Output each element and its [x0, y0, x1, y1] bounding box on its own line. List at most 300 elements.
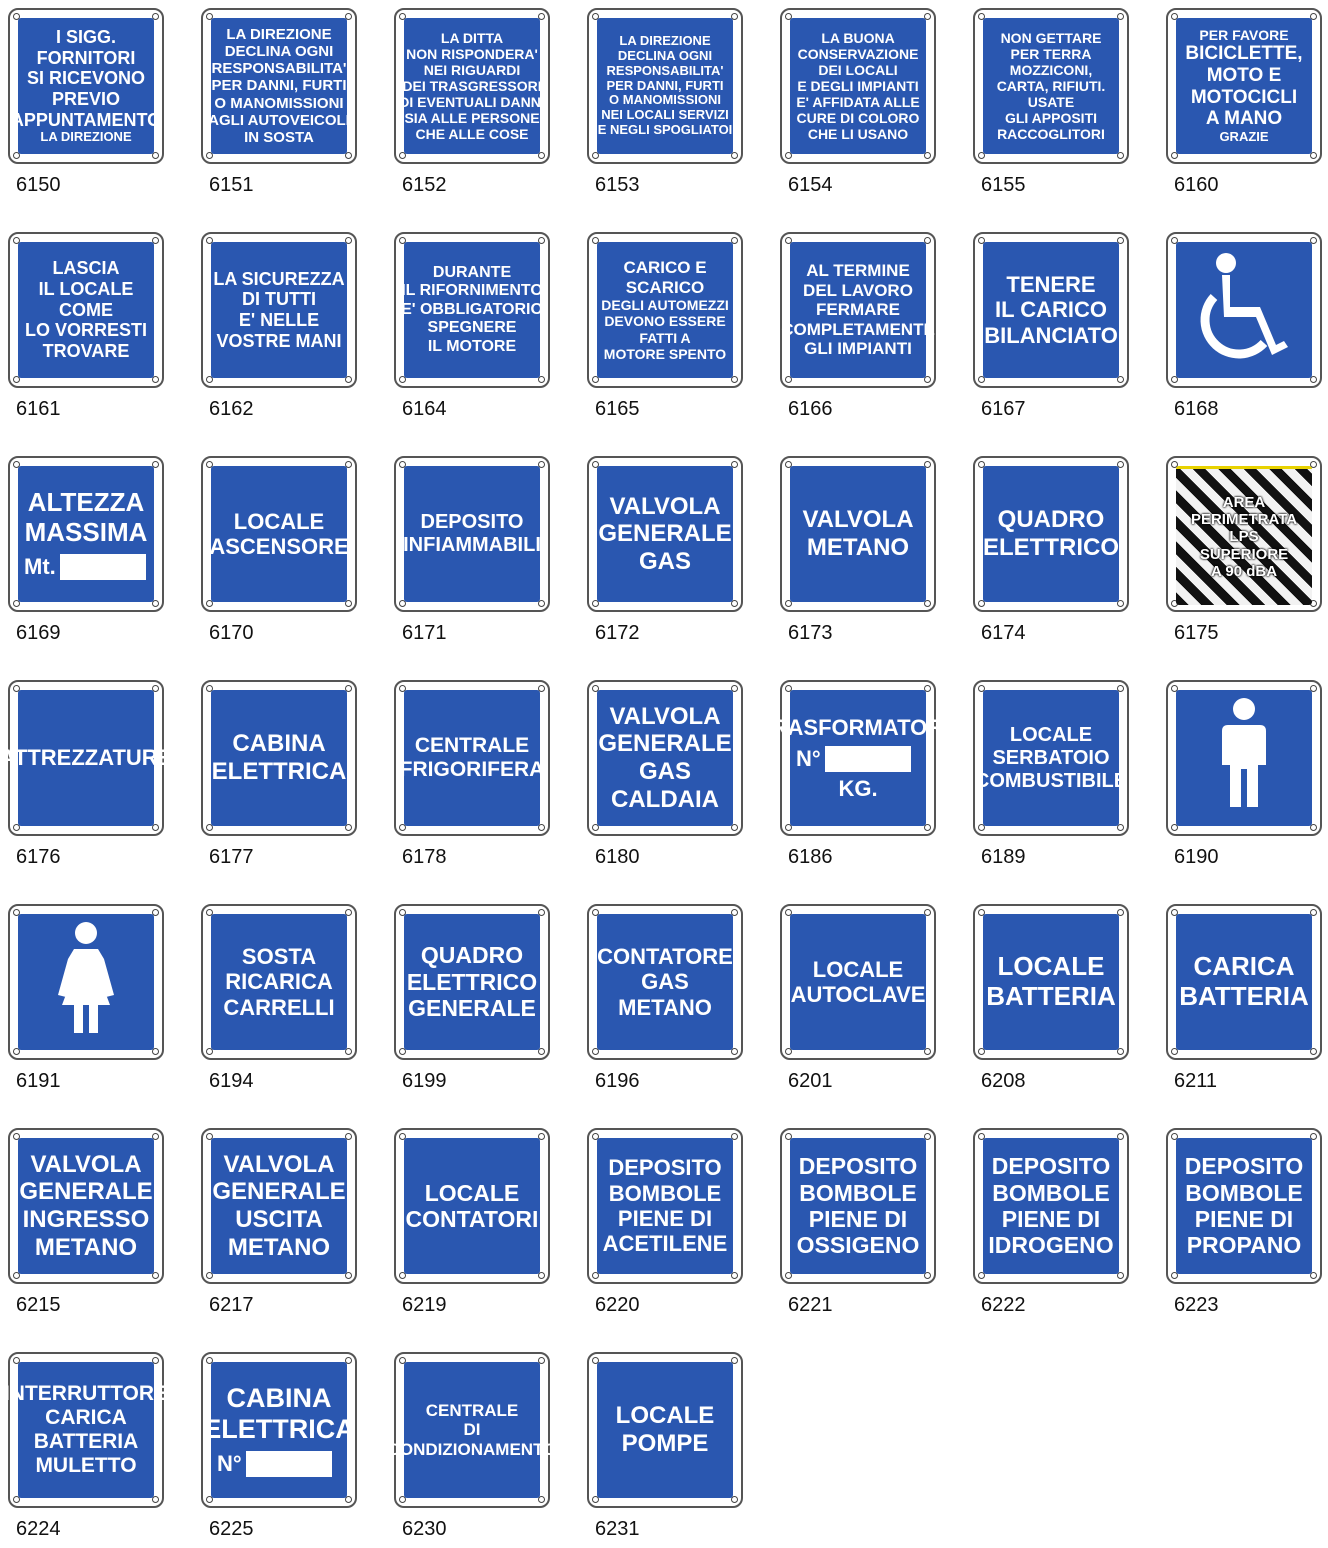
sign-face: [1176, 914, 1312, 1050]
sign-card[interactable]: [1162, 228, 1327, 428]
sign-text-line: COMPLETAMENTE: [781, 319, 935, 339]
sign-plate: [587, 8, 743, 164]
sign-text-line: AL TERMINE: [806, 261, 910, 281]
product-code: 6223: [1174, 1294, 1219, 1316]
sign-text-line: PER DANNI, FURTI: [211, 77, 347, 95]
blank-value-field: [246, 1451, 332, 1477]
product-code: 6177: [209, 846, 254, 868]
sign-text-line: QUADRO: [997, 506, 1105, 534]
sign-text-line: PIENE DI: [1001, 1206, 1101, 1232]
sign-card[interactable]: [969, 676, 1134, 876]
sign-text-line: NON RISPONDERA': [406, 45, 538, 62]
woman-icon: [26, 919, 146, 1044]
sign-text-line: LA DIREZIONE: [619, 32, 711, 48]
product-code: 6208: [981, 1070, 1026, 1092]
sign-text-line: GAS: [641, 969, 689, 995]
sign-face: [404, 914, 540, 1050]
sign-face: [983, 1138, 1119, 1274]
sign-text-line: PREVIO: [51, 88, 121, 109]
sign-text-line: PROPANO: [1186, 1232, 1302, 1259]
product-code: 6155: [981, 174, 1026, 196]
product-code: 6199: [402, 1070, 447, 1092]
sign-card[interactable]: [4, 4, 169, 204]
sign-card[interactable]: [583, 452, 748, 652]
sign-card[interactable]: [969, 4, 1134, 204]
product-code: 6154: [788, 174, 833, 196]
sign-text-line: TRASFORMATORE: [758, 714, 958, 740]
product-code: 6191: [16, 1070, 61, 1092]
product-code: 6173: [788, 622, 833, 644]
sign-text-line: TROVARE: [42, 341, 130, 362]
sign-face: [983, 18, 1119, 154]
sign-plate: [780, 904, 936, 1060]
sign-plate: [201, 904, 357, 1060]
sign-text-line: O MANOMISSIONI: [609, 92, 721, 108]
sign-card[interactable]: [390, 1124, 555, 1324]
sign-face: [758, 690, 958, 826]
sign-face: [3, 1362, 169, 1498]
sign-text-line: CARICA: [45, 1405, 127, 1429]
sign-face: [597, 1138, 733, 1274]
sign-text-line: DI EVENTUALI DANNI: [399, 94, 545, 111]
sign-card[interactable]: [197, 1124, 362, 1324]
sign-text-line: LOCALE: [424, 1179, 520, 1206]
sign-face: [1176, 18, 1312, 154]
sign-text-line: CABINA: [226, 1382, 332, 1413]
sign-plate: [387, 1352, 557, 1508]
sign-face: [211, 690, 347, 826]
sign-plate: [1166, 1128, 1322, 1284]
sign-text-line: FORNITORI: [36, 47, 136, 68]
sign-face: [18, 1138, 154, 1274]
sign-text-line: RICARICA: [225, 969, 333, 995]
sign-plate: [780, 8, 936, 164]
sign-text-line: METANO: [34, 1233, 138, 1261]
sign-face: [597, 914, 733, 1050]
sign-text-line: LOCALE: [812, 956, 904, 982]
sign-card[interactable]: [1162, 452, 1327, 652]
product-code: 6194: [209, 1070, 254, 1092]
sign-text-line: DI TUTTI: [242, 289, 316, 310]
sign-text-line: USATE: [1027, 94, 1075, 111]
sign-text-line: COME: [59, 299, 113, 320]
sign-text-line: MOTO E: [1206, 64, 1282, 86]
sign-face: [1176, 242, 1312, 378]
sign-plate: [394, 456, 550, 612]
sign-text-line: PER FAVORE: [1199, 26, 1289, 43]
sign-text-line: I SIGG.: [55, 26, 116, 47]
sign-text-line: BOMBOLE: [799, 1179, 917, 1206]
sign-text-line: IL CARICO: [994, 297, 1108, 323]
sign-text-line: BATTERIA: [33, 1430, 139, 1453]
product-code: 6180: [595, 846, 640, 868]
sign-text-line: ACETILENE: [602, 1231, 728, 1257]
sign-card[interactable]: [583, 676, 748, 876]
sign-text-line: IDROGENO: [988, 1232, 1114, 1259]
sign-card[interactable]: [390, 4, 555, 204]
sign-text-line: E' OBBLIGATORIO: [401, 300, 543, 318]
sign-plate: [201, 8, 357, 164]
sign-text-line: INFIAMMABILI: [403, 534, 541, 556]
sign-text-line: CABINA: [232, 730, 326, 758]
sign-text-line: CENTRALE: [414, 733, 530, 757]
product-code: 6219: [402, 1294, 447, 1316]
sign-card[interactable]: [197, 452, 362, 652]
product-code: 6151: [209, 174, 254, 196]
sign-text-line: GENERALE: [212, 1178, 346, 1206]
sign-card[interactable]: [1162, 676, 1327, 876]
sign-card[interactable]: [197, 676, 362, 876]
sign-plate: [394, 680, 550, 836]
sign-text-line: DEPOSITO: [798, 1153, 918, 1180]
sign-plate: [587, 1128, 743, 1284]
blank-value-field: [825, 746, 911, 772]
sign-text-line: BOMBOLE: [1185, 1179, 1303, 1206]
sign-face: [211, 914, 347, 1050]
sign-plate: [8, 456, 164, 612]
sign-card[interactable]: [4, 900, 169, 1100]
sign-plate: [201, 1128, 357, 1284]
sign-text-line: CONDIZIONAMENTO: [387, 1439, 557, 1459]
sign-plate: [394, 904, 550, 1060]
sign-card[interactable]: [0, 676, 173, 876]
product-code: 6196: [595, 1070, 640, 1092]
sign-text-line: DEPOSITO: [1184, 1153, 1304, 1180]
sign-card[interactable]: [1162, 4, 1327, 204]
sign-text-line: AGLI AUTOVEICOLI: [208, 111, 350, 129]
sign-face: [983, 914, 1119, 1050]
product-code: 6176: [16, 846, 61, 868]
sign-face: [211, 242, 347, 378]
sign-text-line: CURE DI COLORO: [796, 110, 920, 127]
sign-card[interactable]: [583, 1124, 748, 1324]
sign-unit-label: Mt.: [24, 554, 56, 580]
sign-text-line: LA SICUREZZA: [213, 268, 345, 289]
product-code: 6150: [16, 174, 61, 196]
sign-text-line: A 90 dBA: [1210, 562, 1278, 580]
sign-text-line: E NEGLI SPOGLIATOI: [597, 122, 733, 138]
product-code: 6171: [402, 622, 447, 644]
sign-card[interactable]: [4, 228, 169, 428]
sign-text-line: E' NELLE: [238, 310, 320, 330]
sign-face: [401, 242, 543, 378]
sign-text-line: FATTI A: [639, 329, 691, 346]
sign-card[interactable]: [969, 1124, 1134, 1324]
sign-card[interactable]: [390, 452, 555, 652]
sign-text-line: RESPONSABILITA': [211, 60, 347, 78]
product-code: 6178: [402, 846, 447, 868]
sign-text-line: ELETTRICA: [211, 758, 347, 785]
sign-text-line: LASCIA: [52, 258, 120, 279]
sign-plate: [587, 904, 743, 1060]
sign-card[interactable]: [390, 228, 555, 428]
sign-face: [0, 690, 173, 826]
sign-text-line: IL RIFORNIMENTO: [401, 282, 543, 300]
sign-text-line: CHE LI USANO: [807, 126, 909, 143]
sign-plate: [758, 680, 958, 836]
product-code: 6169: [16, 622, 61, 644]
sign-text-line: LPS: [1229, 528, 1259, 546]
sign-face: [211, 1138, 347, 1274]
sign-text-line: METANO: [618, 994, 712, 1020]
sign-text-line: E' AFFIDATA ALLE: [796, 94, 920, 111]
sign-text-line: GENERALE: [19, 1178, 153, 1206]
sign-text-line: DEI TRASGRESSORI: [402, 77, 542, 94]
sign-text-line: SUPERIORE: [1199, 545, 1289, 563]
sign-face: [18, 914, 154, 1050]
sign-card[interactable]: [583, 228, 748, 428]
sign-plate: [394, 1128, 550, 1284]
sign-text-line: AREA: [1222, 493, 1266, 511]
sign-card[interactable]: [197, 228, 362, 428]
sign-text-line: PERIMETRATA: [1190, 511, 1298, 529]
sign-face: [18, 466, 154, 602]
sign-text-line: DEVONO ESSERE: [604, 313, 726, 330]
sign-text-line: RACCOGLITORI: [997, 126, 1105, 143]
sign-text-line: MOZZICONI,: [1009, 61, 1093, 78]
sign-text-line: BATTERIA: [986, 981, 1116, 1011]
sign-text-line: LA DITTA: [440, 29, 504, 46]
sign-text-line: BICICLETTE,: [1185, 42, 1303, 64]
sign-text-line: GRAZIE: [1219, 129, 1269, 145]
sign-text-line: DI: [463, 1420, 481, 1440]
sign-face: [983, 466, 1119, 602]
sign-text-line: MULETTO: [35, 1454, 137, 1478]
sign-text-line: PIENE DI: [808, 1206, 908, 1232]
sign-text-line: USCITA: [235, 1206, 323, 1233]
sign-face: [597, 690, 733, 826]
product-code: 6220: [595, 1294, 640, 1316]
sign-plate: [587, 1352, 743, 1508]
sign-text-line: SOSTA: [241, 944, 317, 970]
sign-face: [790, 466, 926, 602]
sign-plate: [201, 232, 357, 388]
sign-text-line: SIA ALLE PERSONE: [404, 110, 540, 127]
sign-card[interactable]: [390, 676, 555, 876]
product-code: 6225: [209, 1518, 254, 1540]
sign-text-line: INTERRUTTORE: [3, 1381, 169, 1405]
sign-text-line: GLI APPOSITI: [1004, 110, 1098, 127]
sign-text-line: BILANCIATO: [984, 322, 1118, 348]
sign-card[interactable]: [4, 1124, 169, 1324]
sign-text-line: INGRESSO: [22, 1206, 150, 1233]
sign-text-line: ELETTRICO: [983, 534, 1119, 561]
sign-card[interactable]: [758, 676, 958, 876]
product-code: 6172: [595, 622, 640, 644]
sign-text-line: CHE ALLE COSE: [415, 126, 529, 143]
sign-plate: [973, 232, 1129, 388]
sign-text-line: DEPOSITO: [608, 1155, 722, 1181]
sign-text-line: PIENE DI: [1194, 1206, 1294, 1232]
sign-plate: [973, 1128, 1129, 1284]
sign-face: [399, 690, 545, 826]
product-code: 6201: [788, 1070, 833, 1092]
sign-card[interactable]: [1162, 900, 1327, 1100]
sign-text-line: GENERALE: [598, 730, 732, 758]
wheelchair-icon: [1184, 247, 1304, 372]
sign-card[interactable]: [387, 1348, 557, 1548]
sign-text-line: MOTOCICLI: [1190, 86, 1298, 108]
sign-text-line: METANO: [227, 1233, 331, 1261]
sign-text-line: LO VORRESTI: [24, 320, 147, 341]
product-code: 6215: [16, 1294, 61, 1316]
product-code: 6211: [1174, 1070, 1218, 1092]
sign-text-line: BATTERIA: [1179, 981, 1309, 1011]
sign-text-line: LA BUONA: [821, 29, 895, 46]
sign-text-line: SERBATOIO: [992, 746, 1110, 769]
product-code: 6186: [788, 846, 833, 868]
sign-card[interactable]: [776, 900, 941, 1100]
sign-text-line: ASCENSORE: [209, 534, 349, 559]
sign-plate: [201, 456, 357, 612]
sign-text-line: QUADRO: [420, 942, 524, 969]
product-code: 6164: [402, 398, 447, 420]
sign-face: [597, 466, 733, 602]
sign-text-line: CARRELLI: [223, 994, 335, 1020]
man-icon: [1184, 695, 1304, 820]
sign-text-line: FERMARE: [815, 300, 901, 320]
sign-text-line: A MANO: [1205, 108, 1283, 130]
product-code: 6170: [209, 622, 254, 644]
sign-face: [790, 1138, 926, 1274]
sign-text-line: COMBUSTIBILE: [974, 769, 1128, 792]
sign-card[interactable]: [776, 1124, 941, 1324]
sign-face: [597, 242, 733, 378]
sign-text-line: PER DANNI, FURTI: [606, 77, 724, 93]
sign-text-line: NON GETTARE: [1000, 29, 1102, 46]
sign-text-line: MASSIMA: [24, 517, 148, 547]
sign-face: [790, 18, 926, 154]
product-code: 6167: [981, 398, 1026, 420]
sign-card[interactable]: [969, 452, 1134, 652]
sign-card[interactable]: [4, 452, 169, 652]
product-code: 6160: [1174, 174, 1219, 196]
product-code: 6224: [16, 1518, 61, 1540]
sign-text-line: VALVOLA: [609, 492, 721, 520]
product-code: 6230: [402, 1518, 447, 1540]
sign-plate: [8, 904, 164, 1060]
sign-plate: [973, 680, 1129, 836]
sign-text-line: ELETTRICO: [406, 968, 538, 995]
sign-plate: [201, 680, 357, 836]
sign-card[interactable]: [197, 1348, 362, 1548]
sign-text-line: O MANOMISSIONI: [214, 94, 344, 112]
sign-card[interactable]: [776, 228, 941, 428]
product-code: 6175: [1174, 622, 1219, 644]
sign-plate: [8, 1128, 164, 1284]
sign-text-line: CARICO E: [623, 258, 707, 278]
sign-text-line: BOMBOLE: [608, 1180, 722, 1206]
sign-text-line: GENERALE: [408, 995, 536, 1022]
sign-text-line: IN SOSTA: [244, 129, 314, 147]
sign-text-line: RESPONSABILITA': [606, 62, 724, 78]
sign-text-line: TENERE: [1006, 272, 1096, 298]
product-code: 6161: [16, 398, 61, 420]
sign-text-line: LOCALE: [615, 1402, 715, 1430]
sign-text-line: VALVOLA: [609, 702, 721, 730]
sign-card[interactable]: [1162, 1124, 1327, 1324]
sign-plate: [780, 1128, 936, 1284]
sign-face: [211, 466, 347, 602]
sign-text-line: DEL LAVORO: [803, 280, 913, 300]
sign-text-line: LOCALE: [1009, 723, 1093, 746]
sign-face: [399, 18, 545, 154]
sign-card[interactable]: [197, 4, 362, 204]
sign-text-line: VALVOLA: [802, 506, 914, 534]
product-code: 6153: [595, 174, 640, 196]
sign-plate: [0, 680, 173, 836]
sign-text-line: IL LOCALE: [38, 278, 134, 299]
sign-plate: [3, 1352, 169, 1508]
sign-face: [974, 690, 1128, 826]
sign-text-line: CALDAIA: [611, 785, 719, 813]
sign-card[interactable]: [583, 900, 748, 1100]
sign-text-line: AUTOCLAVE: [790, 982, 926, 1007]
sign-text-line: ALTEZZA: [27, 487, 145, 518]
sign-card[interactable]: [776, 4, 941, 204]
sign-text-line: VALVOLA: [223, 1150, 335, 1178]
sign-text-line: FRIGORIFERA: [399, 758, 545, 781]
sign-card[interactable]: [390, 900, 555, 1100]
sign-card[interactable]: [969, 900, 1134, 1100]
sign-face: [18, 242, 154, 378]
blank-value-field: [60, 554, 146, 580]
sign-plate: [587, 232, 743, 388]
sign-text-line: GLI IMPIANTI: [804, 339, 912, 359]
sign-text-line: DURANTE: [432, 264, 512, 282]
sign-plate: [201, 1352, 357, 1508]
product-code: 6168: [1174, 398, 1219, 420]
sign-plate: [394, 8, 550, 164]
sign-text-line: GAS: [638, 758, 691, 785]
sign-text-line: OSSIGENO: [796, 1232, 920, 1259]
sign-text-line: DEGLI AUTOMEZZI: [601, 297, 729, 314]
sign-card[interactable]: [583, 4, 748, 204]
product-code: 6190: [1174, 846, 1219, 868]
sign-unit-label: N°: [796, 746, 821, 772]
sign-face: [597, 18, 733, 154]
product-code: 6231: [595, 1518, 640, 1540]
sign-card[interactable]: [776, 452, 941, 652]
sign-card[interactable]: [969, 228, 1134, 428]
sign-text-line: LOCALE: [233, 508, 325, 534]
product-code: 6165: [595, 398, 640, 420]
sign-text-line: GAS: [638, 547, 691, 575]
sign-text-line: ATTREZZATURE: [0, 745, 173, 771]
sign-plate: [973, 8, 1129, 164]
sign-face: [10, 18, 162, 154]
sign-face: [1176, 690, 1312, 826]
sign-card[interactable]: [583, 1348, 748, 1548]
sign-text-line: DECLINA OGNI: [224, 42, 334, 60]
sign-card[interactable]: [4, 1348, 169, 1548]
sign-text-line: GENERALE: [598, 520, 732, 548]
sign-plate: [1166, 680, 1322, 836]
sign-text-line: POMPE: [621, 1430, 709, 1457]
product-code: 6166: [788, 398, 833, 420]
sign-text-line: SPEGNERE: [427, 319, 517, 337]
sign-plate: [973, 904, 1129, 1060]
sign-text-line: METANO: [806, 534, 910, 561]
product-code: 6174: [981, 622, 1026, 644]
sign-text-line: ELETTRICA: [203, 1414, 355, 1444]
sign-text-line: NEI RIGUARDI: [423, 61, 521, 78]
product-code: 6222: [981, 1294, 1026, 1316]
sign-card[interactable]: [197, 900, 362, 1100]
sign-text-line: CONTATORE: [597, 944, 733, 970]
sign-face: [208, 18, 350, 154]
sign-plate: [8, 8, 164, 164]
